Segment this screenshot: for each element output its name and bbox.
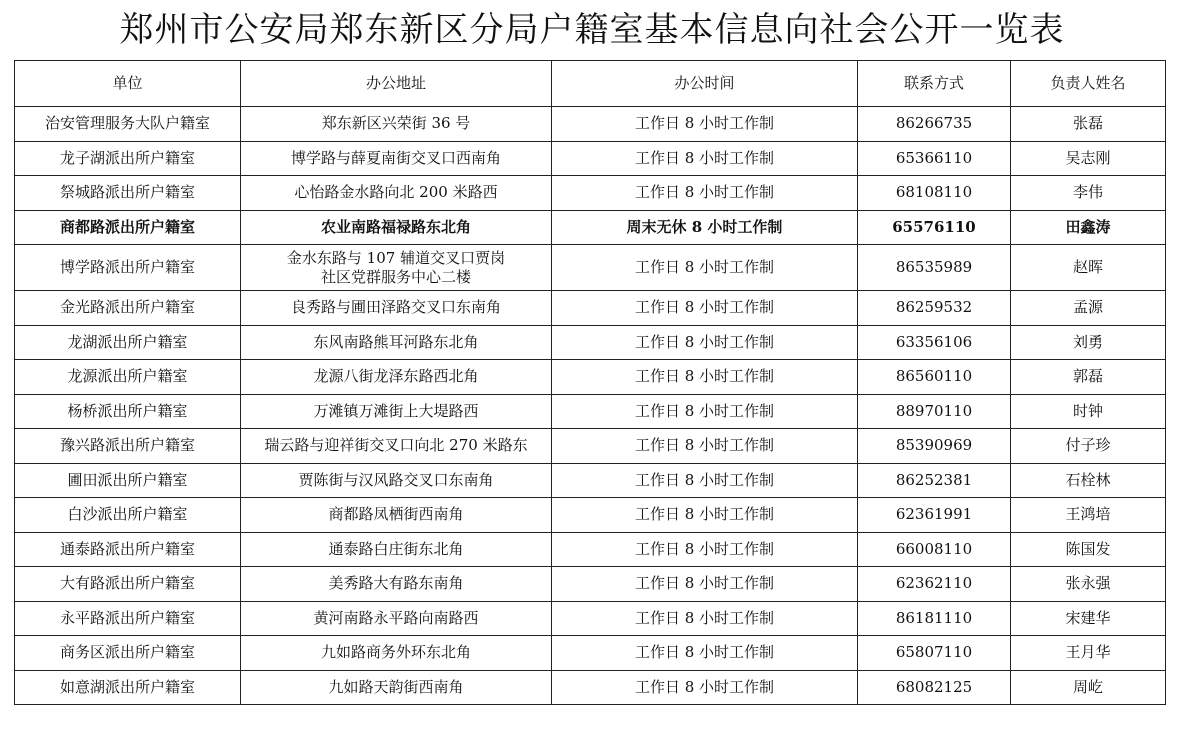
cell-person: 郭磊 (1011, 360, 1166, 395)
cell-phone: 63356106 (858, 325, 1011, 360)
cell-address (241, 325, 552, 360)
cell-hours: 工作日 8 小时工作制 (552, 291, 858, 326)
cell-hours: 工作日 8 小时工作制 (552, 670, 858, 705)
cell-unit: 豫兴路派出所户籍室 (15, 429, 241, 464)
cell-person: 王鸿培 (1011, 498, 1166, 533)
table-row (15, 429, 1166, 464)
cell-phone: 85390969 (858, 429, 1011, 464)
table-row (15, 394, 1166, 429)
cell-address (241, 532, 552, 567)
cell-unit: 龙湖派出所户籍室 (15, 325, 241, 360)
cell-unit: 祭城路派出所户籍室 (15, 176, 241, 211)
cell-hours: 周末无休 8 小时工作制 (552, 210, 858, 245)
table-row (15, 498, 1166, 533)
cell-hours: 工作日 8 小时工作制 (552, 394, 858, 429)
cell-person: 付子珍 (1011, 429, 1166, 464)
address-line: 贾陈街与汉风路交叉口东南角 (298, 470, 494, 489)
table-row (15, 210, 1166, 245)
cell-hours: 工作日 8 小时工作制 (552, 429, 858, 464)
cell-unit: 博学路派出所户籍室 (15, 245, 241, 291)
cell-person: 宋建华 (1011, 601, 1166, 636)
cell-person: 时钟 (1011, 394, 1166, 429)
page-title: 郑州市公安局郑东新区分局户籍室基本信息向社会公开一览表 (119, 10, 1065, 50)
address-line: 美秀路大有路东南角 (328, 574, 464, 593)
cell-address (241, 107, 552, 142)
cell-hours: 工作日 8 小时工作制 (552, 360, 858, 395)
cell-phone: 65576110 (858, 210, 1011, 245)
table-row (15, 141, 1166, 176)
cell-address (241, 463, 552, 498)
cell-unit: 杨桥派出所户籍室 (15, 394, 241, 429)
cell-person: 孟源 (1011, 291, 1166, 326)
table-row (15, 245, 1166, 291)
column-header-hours: 办公时间 (552, 61, 858, 107)
cell-person: 赵晖 (1011, 245, 1166, 291)
address-line: 瑞云路与迎祥街交叉口向北 270 米路东 (264, 436, 528, 455)
cell-phone: 62362110 (858, 567, 1011, 602)
cell-unit: 大有路派出所户籍室 (15, 567, 241, 602)
cell-person: 陈国发 (1011, 532, 1166, 567)
cell-address (241, 670, 552, 705)
cell-hours: 工作日 8 小时工作制 (552, 176, 858, 211)
cell-hours: 工作日 8 小时工作制 (552, 245, 858, 291)
cell-phone: 86560110 (858, 360, 1011, 395)
table-row (15, 360, 1166, 395)
table-row (15, 291, 1166, 326)
table-row (15, 463, 1166, 498)
address-line: 东风南路熊耳河路东北角 (313, 332, 479, 351)
cell-hours: 工作日 8 小时工作制 (552, 601, 858, 636)
cell-person: 石栓林 (1011, 463, 1166, 498)
cell-address (241, 567, 552, 602)
cell-unit: 如意湖派出所户籍室 (15, 670, 241, 705)
cell-person: 周屹 (1011, 670, 1166, 705)
cell-phone: 68082125 (858, 670, 1011, 705)
cell-address (241, 176, 552, 211)
address-line: 良秀路与圃田泽路交叉口东南角 (290, 298, 501, 317)
cell-unit: 龙子湖派出所户籍室 (15, 141, 241, 176)
cell-phone: 65366110 (858, 141, 1011, 176)
address-line: 九如路天韵街西南角 (328, 677, 464, 696)
cell-hours: 工作日 8 小时工作制 (552, 107, 858, 142)
cell-hours: 工作日 8 小时工作制 (552, 532, 858, 567)
address-line: 郑东新区兴荣街 36 号 (321, 114, 471, 133)
table-row (15, 601, 1166, 636)
cell-phone: 88970110 (858, 394, 1011, 429)
table-row (15, 325, 1166, 360)
info-table (14, 60, 1166, 705)
cell-unit: 金光路派出所户籍室 (15, 291, 241, 326)
cell-address (241, 141, 552, 176)
cell-hours: 工作日 8 小时工作制 (552, 463, 858, 498)
table-row (15, 670, 1166, 705)
cell-address (241, 245, 552, 291)
column-header-phone: 联系方式 (858, 61, 1011, 107)
cell-unit: 治安管理服务大队户籍室 (15, 107, 241, 142)
cell-person: 张磊 (1011, 107, 1166, 142)
cell-phone: 66008110 (858, 532, 1011, 567)
cell-address (241, 601, 552, 636)
cell-address (241, 291, 552, 326)
cell-phone: 62361991 (858, 498, 1011, 533)
cell-address (241, 498, 552, 533)
table-row (15, 636, 1166, 671)
cell-unit: 通泰路派出所户籍室 (15, 532, 241, 567)
cell-phone: 86259532 (858, 291, 1011, 326)
cell-address (241, 636, 552, 671)
cell-hours: 工作日 8 小时工作制 (552, 141, 858, 176)
cell-person: 刘勇 (1011, 325, 1166, 360)
table-row (15, 107, 1166, 142)
address-line: 黄河南路永平路向南路西 (313, 608, 479, 627)
cell-person: 吴志刚 (1011, 141, 1166, 176)
cell-phone: 86266735 (858, 107, 1011, 142)
cell-hours: 工作日 8 小时工作制 (552, 325, 858, 360)
table-row (15, 532, 1166, 567)
cell-unit: 龙源派出所户籍室 (15, 360, 241, 395)
column-header-person: 负责人姓名 (1011, 61, 1166, 107)
address-line: 龙源八街龙泽东路西北角 (313, 367, 479, 386)
cell-person: 李伟 (1011, 176, 1166, 211)
column-header-unit: 单位 (15, 61, 241, 107)
cell-unit: 白沙派出所户籍室 (15, 498, 241, 533)
table-body (15, 107, 1166, 705)
cell-hours: 工作日 8 小时工作制 (552, 567, 858, 602)
cell-phone: 86535989 (858, 245, 1011, 291)
table-row (15, 176, 1166, 211)
cell-phone: 86252381 (858, 463, 1011, 498)
address-line: 商都路凤栖街西南角 (328, 505, 464, 524)
cell-person: 王月华 (1011, 636, 1166, 671)
cell-address (241, 429, 552, 464)
table-row (15, 567, 1166, 602)
cell-hours: 工作日 8 小时工作制 (552, 498, 858, 533)
address-line: 农业南路福禄路东北角 (320, 217, 471, 236)
cell-unit: 商都路派出所户籍室 (15, 210, 241, 245)
cell-phone: 65807110 (858, 636, 1011, 671)
table-header-row (15, 61, 1166, 107)
cell-unit: 商务区派出所户籍室 (15, 636, 241, 671)
cell-phone: 86181110 (858, 601, 1011, 636)
cell-phone: 68108110 (858, 176, 1011, 211)
address-line: 九如路商务外环东北角 (320, 643, 471, 662)
address-line: 金水东路与 107 辅道交叉口贾岗 (286, 248, 506, 267)
cell-address (241, 210, 552, 245)
cell-person: 田鑫涛 (1011, 210, 1166, 245)
address-line: 通泰路白庄街东北角 (328, 539, 464, 558)
address-line: 万滩镇万滩街上大堤路西 (313, 401, 479, 420)
cell-person: 张永强 (1011, 567, 1166, 602)
address-line: 博学路与薛夏南街交叉口西南角 (290, 148, 501, 167)
cell-unit: 永平路派出所户籍室 (15, 601, 241, 636)
cell-hours: 工作日 8 小时工作制 (552, 636, 858, 671)
column-header-address: 办公地址 (241, 61, 552, 107)
address-line: 社区党群服务中心二楼 (320, 267, 471, 286)
cell-address (241, 394, 552, 429)
address-line: 心怡路金水路向北 200 米路西 (294, 183, 498, 202)
cell-unit: 圃田派出所户籍室 (15, 463, 241, 498)
cell-address (241, 360, 552, 395)
